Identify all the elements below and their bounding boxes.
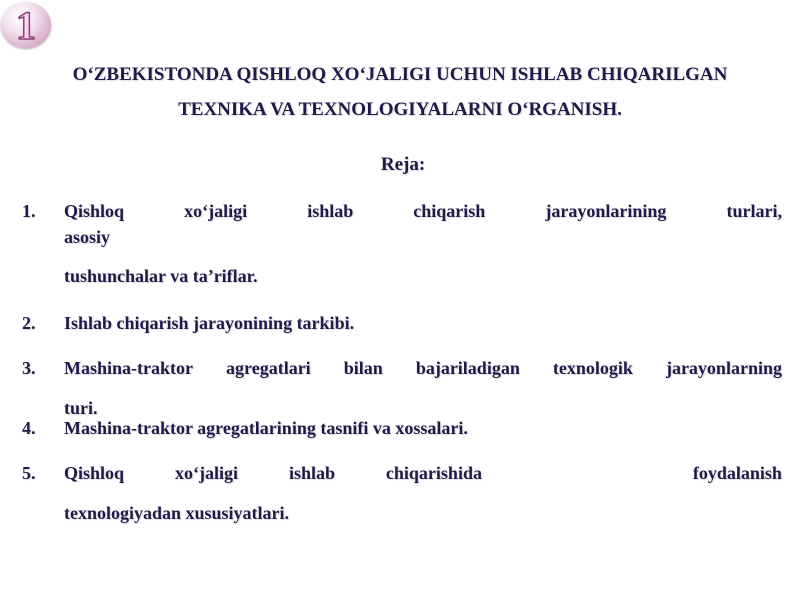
word: xo‘jaligi	[174, 463, 238, 483]
plan-item-2-line-1: Ishlab chiqarish jarayonining tarkibi.	[64, 313, 355, 333]
plan-item-1-line-2: asosiy	[64, 227, 111, 247]
word: jarayonlarning	[665, 358, 782, 378]
plan-item-3-line-2: turi.	[64, 398, 98, 418]
plan-heading: Reja:	[380, 154, 426, 175]
plan-item-number: 3.	[22, 358, 36, 378]
word: chiqarishida	[385, 463, 482, 483]
word: bilan	[343, 358, 383, 378]
title-line-1: O‘ZBEKISTONDA QISHLOQ XO‘JALIGI UCHUN ISHLAB CHIQARILGAN	[72, 64, 728, 85]
word: ishlab	[307, 201, 354, 221]
word: Mashina-traktor	[64, 358, 193, 378]
slide-number: 1	[16, 3, 36, 48]
plan-item-number: 4.	[22, 418, 36, 438]
plan-item-5-line-2: texnologiyadan xususiyatlari.	[64, 503, 290, 523]
title-line-2: TEXNIKA VA TEXNOLOGIYALARNI O‘RGANISH.	[178, 99, 622, 120]
plan-item-1-line-3: tushunchalar va ta’riflar.	[64, 266, 258, 286]
word: xo‘jaligi	[184, 201, 248, 221]
plan-item-5-line-1	[64, 463, 782, 484]
plan-item-4-line-1: Mashina-traktor agregatlarining tasnifi va xossalari.	[64, 418, 468, 438]
plan-item-3-line-1	[64, 358, 782, 379]
word: agregatlari	[226, 358, 311, 378]
word: Qishloq	[64, 463, 125, 483]
word: jarayonlarining	[545, 201, 667, 221]
plan-item-number: 5.	[22, 463, 36, 483]
plan-item-number: 1.	[22, 201, 36, 221]
word: foydalanish	[692, 463, 782, 483]
plan-item-1-line-1	[64, 201, 782, 222]
word: ishlab	[288, 463, 335, 483]
word: bajariladigan	[415, 358, 520, 378]
slide-number-badge	[1, 2, 51, 48]
word: turlari,	[726, 201, 782, 221]
plan-item-number: 2.	[22, 313, 36, 333]
word: texnologik	[552, 358, 633, 378]
word: Qishloq	[64, 201, 125, 221]
word: chiqarish	[413, 201, 486, 221]
